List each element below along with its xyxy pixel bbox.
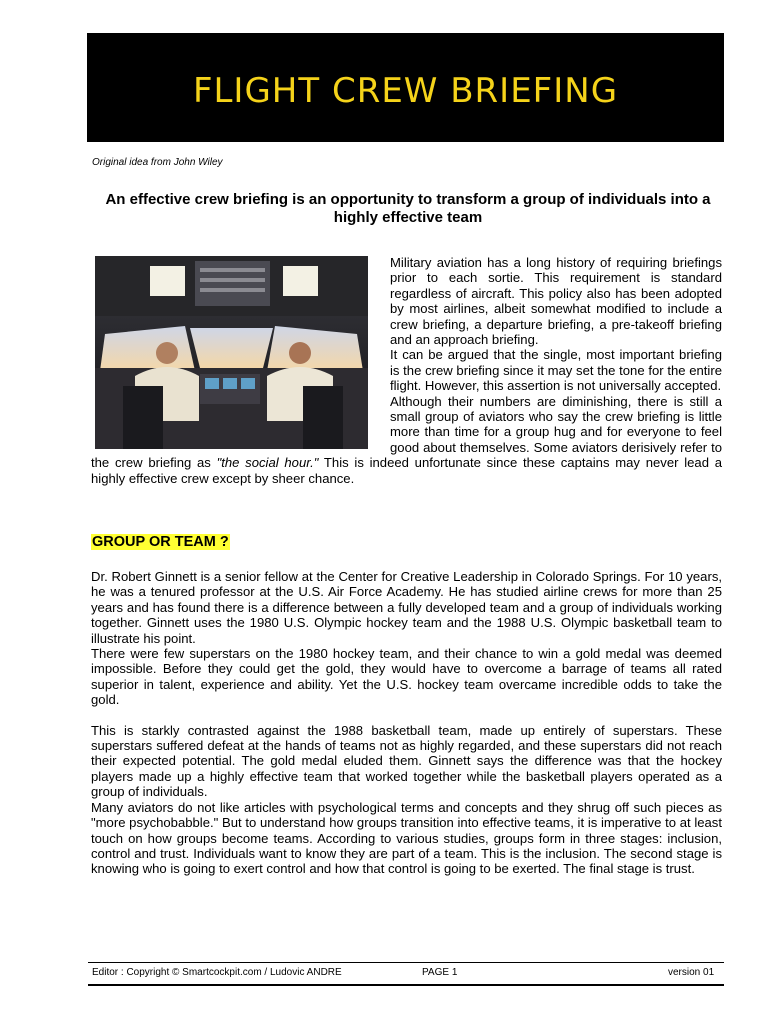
footer-page-number: PAGE 1 (422, 967, 458, 978)
cockpit-photo (95, 256, 368, 449)
footer-copyright: Editor : Copyright © Smartcockpit.com / Ludovic ANDRE (92, 967, 342, 978)
document-title: FLIGHT CREW BRIEFING (192, 70, 619, 111)
footer-divider-top (88, 962, 724, 963)
section-heading: GROUP OR TEAM ? (92, 534, 229, 550)
section-paragraph-4: Many aviators do not like articles with psychological terms and concepts and they shrug off such pieces as "more psychobabble." But to understand how groups transition into effective teams, it is imperative to at least touch on how groups become teams. According to various studies, groups form in three stages: inclusion, control and trust. Individuals want to know they are part of a team. This is the inclusion. The second stage is knowing who is going to exert control and how that control is going to be exerted. The final stage is trust. (91, 799, 722, 877)
social-hour-quote: "the social hour." (216, 455, 319, 471)
intro-section (91, 255, 722, 486)
section-paragraph-3: This is starkly contrasted against the 1988 basketball team, made up entirely of superstars. These superstars suffered defeat at the hands of teams not as highly regarded, and these superstars did not reach their expected potential. The gold medal eluded them. Ginnett says the difference was that the hockey players made up a highly effective team that worked together while the basketball players operated as a group of individuals. (91, 722, 722, 800)
intro-paragraph-1: Military aviation has a long history of requiring briefings prior to each sortie. This requirement is standard regardless of aircraft. This policy also has been adopted by most airlines, albeit somewhat modified to include a crew briefing, a departure briefing, a pre-takeoff briefing and an approach briefing. (390, 255, 722, 348)
section-paragraph-1: Dr. Robert Ginnett is a senior fellow at the Center for Creative Leadership in Colorado Springs. For 10 years, he was a tenured professor at the U.S. Air Force Academy. He has studied airline crews for more than 25 years and has found there is a difference between a fully developed team and a group of individuals working together. Ginnett uses the 1980 U.S. Olympic hockey team and the 1988 U.S. Olympic basketball team to illustrate his point. (91, 569, 722, 646)
footer-divider-bottom (88, 984, 724, 986)
intro-paragraph-3: Although their numbers are diminishing, there is still a small group of aviators who say the crew briefing is little more than time for a group hug and for everyone to feel good about themselves. Some aviators derisively refer to the crew briefing as "the social hour." This is indeed unfortunate since these captains may never lead a highly effective crew except by sheer chance. (91, 393, 722, 486)
section-paragraph-2: There were few superstars on the 1980 hockey team, and their chance to win a gold medal was deemed impossible. Before they could get the gold, they would have to overcome a barrage of teams all rated superior in talent, experience and ability. Yet the U.S. hockey team overcame incredible odds to take the gold. (91, 646, 722, 708)
author-credit: Original idea from John Wiley (92, 157, 223, 168)
lead-subheading: An effective crew briefing is an opportunity to transform a group of individuals into a highly effective team (105, 191, 711, 226)
title-banner (87, 33, 724, 142)
footer-version: version 01 (668, 967, 715, 978)
intro-paragraph-2: It can be argued that the single, most important briefing is the crew briefing since it may set the tone for the entire flight. However, this assertion is not universally accepted. (390, 347, 722, 394)
group-or-team-section (91, 569, 722, 877)
